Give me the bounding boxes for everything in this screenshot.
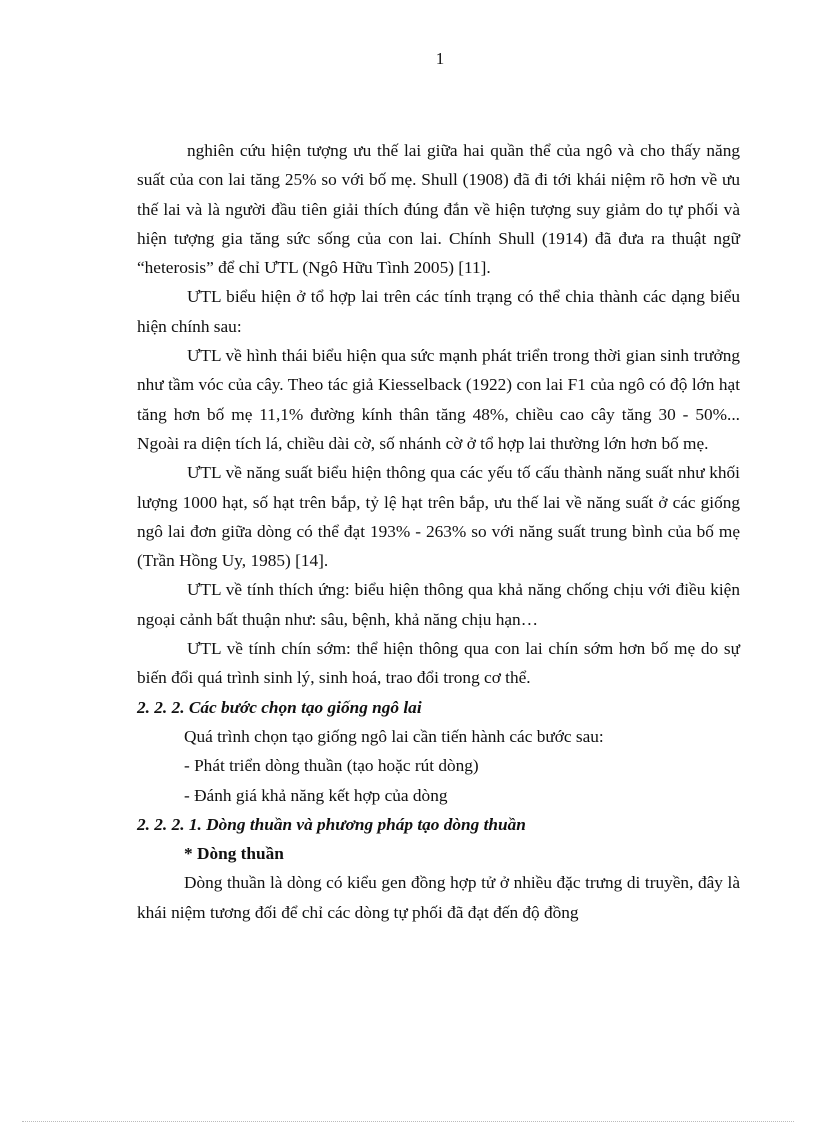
intro-line: Quá trình chọn tạo giống ngô lai cần tiến hành các bước sau: bbox=[184, 726, 604, 746]
subsection-heading: 2. 2. 2. 1. Dòng thuần và phương pháp tạo dòng thuần bbox=[137, 814, 526, 834]
step-item-1: - Phát triển dòng thuần (tạo hoặc rút dòng) bbox=[184, 756, 479, 776]
document-body bbox=[137, 136, 740, 927]
paragraph-pure-line: Dòng thuần là dòng có kiểu gen đồng hợp tử ở nhiều đặc trưng di truyền, đây là khái niệm tương đối để chỉ các dòng tự phối đã đạt đến độ đồng bbox=[137, 873, 740, 922]
paragraph-heterosis-history: nghiên cứu hiện tượng ưu thế lai giữa hai quần thể của ngô và cho thấy năng suất của con lai tăng 25% so với bố mẹ. Shull (1908) đã đi tới khái niệm rõ hơn về ưu thế lai và là người đầu tiên giải thích đúng đắn về hiện tượng suy giảm do tự phối và hiện tượng gia tăng sức sống của con lai. Chính Shull (1914) đã đưa ra thuật ngữ “heterosis” để chỉ ƯTL (Ngô Hữu Tình 2005) [11]. bbox=[137, 141, 740, 278]
paragraph-early-maturity: ƯTL về tính chín sớm: thể hiện thông qua con lai chín sớm hơn bố mẹ do sự biến đổi quá trình sinh lý, sinh hoá, trao đổi trong cơ thể. bbox=[137, 639, 740, 688]
paragraph-adaptability: ƯTL về tính thích ứng: biểu hiện thông qua khả năng chống chịu với điều kiện ngoại cảnh bất thuận như: sâu, bệnh, khả năng chịu hạn… bbox=[137, 580, 740, 629]
step-item-2: - Đánh giá khả năng kết hợp của dòng bbox=[184, 785, 448, 805]
footer-divider bbox=[22, 1121, 794, 1122]
paragraph-morphology: ƯTL về hình thái biểu hiện qua sức mạnh phát triển trong thời gian sinh trưởng như tầm vóc của cây. Theo tác giả Kiesselback (1922) con lai F1 của ngô có độ lớn hạt tăng hơn bố mẹ 11,1% đường kính thân tăng 48%, chiều cao cây tăng 30 - 50%... Ngoài ra diện tích lá, chiều dài cờ, số nhánh cờ ở tổ hợp lai thường lớn hơn bố mẹ. bbox=[137, 346, 740, 453]
paragraph-yield: ƯTL về năng suất biểu hiện thông qua các yếu tố cấu thành năng suất như khối lượng 1000 hạt, số hạt trên bắp, tỷ lệ hạt trên bắp, ưu thế lai về năng suất ở các giống ngô lai đơn giữa dòng có thể đạt 193% - 263% so với năng suất trung bình của bố mẹ (Trần Hồng Uy, 1985) [14]. bbox=[137, 463, 740, 571]
section-heading: 2. 2. 2. Các bước chọn tạo giống ngô lai bbox=[137, 697, 422, 717]
bullet-heading: * Dòng thuần bbox=[184, 844, 284, 864]
page-number: 1 bbox=[435, 49, 445, 68]
paragraph-heterosis-forms: ƯTL biểu hiện ở tổ hợp lai trên các tính trạng có thể chia thành các dạng biểu hiện chính sau: bbox=[137, 287, 740, 336]
